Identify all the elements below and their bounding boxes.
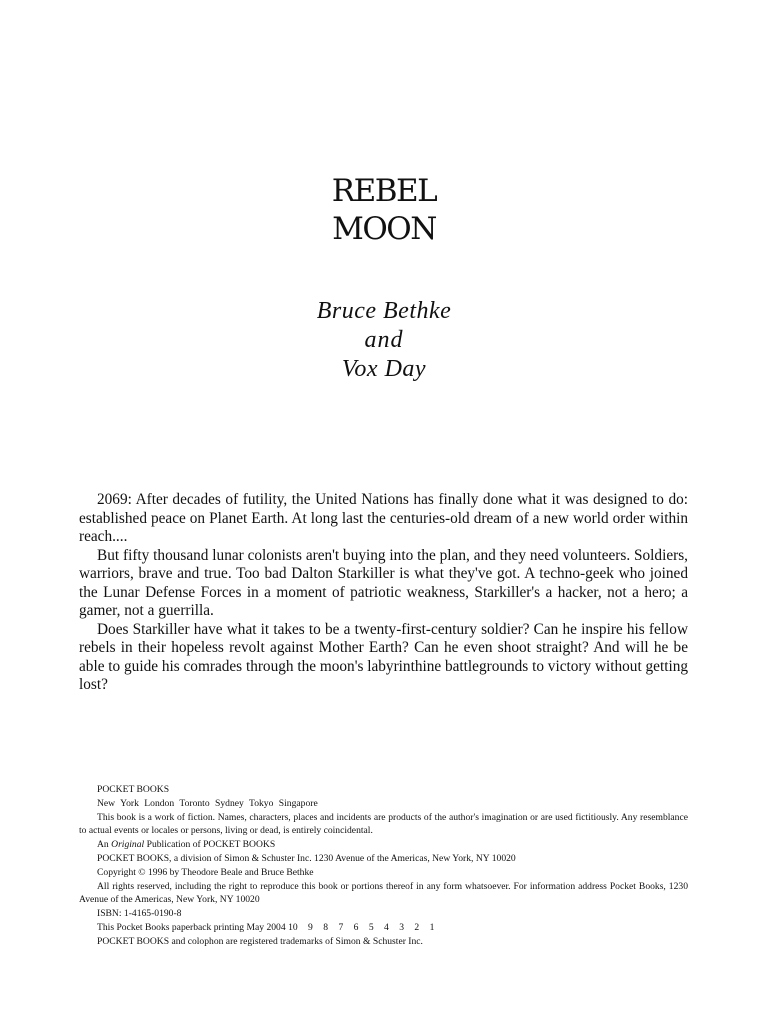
printing-line bbox=[79, 921, 688, 935]
author-conjunction: and bbox=[364, 327, 404, 353]
printing-text: This Pocket Books paperback printing May 2004 bbox=[97, 921, 286, 933]
publisher-name: POCKET BOOKS bbox=[97, 784, 170, 795]
rights-notice: All rights reserved, including the right to reproduce this book or portions thereof in any form whatsoever. For information address Pocket Books, 1230 Avenue of the Americas, New York, NY 10020 bbox=[79, 880, 688, 906]
blurb-paragraph: But fifty thousand lunar colonists aren't buying into the plan, and they need volunteers. Soldiers, warriors, brave and true. Too bad Dalton Starkiller is what they've got. A techno-geek who joined the Lunar Defense Forces in a moment of patriotic weakness, Starkiller's a hacker, not a hero; a gamer, not a guerrilla. bbox=[79, 546, 688, 619]
original-suffix: Publication of POCKET BOOKS bbox=[146, 839, 276, 851]
copyright-block bbox=[79, 783, 688, 949]
isbn: ISBN: 1-4165-0190-8 bbox=[97, 908, 182, 920]
publisher-division: POCKET BOOKS, a division of Simon & Schuster Inc. 1230 Avenue of the Americas, New York, NY 10020 bbox=[97, 852, 516, 864]
printing-digits: 10 9 8 7 6 5 4 3 2 1 bbox=[288, 921, 435, 933]
original-prefix: An bbox=[97, 839, 109, 851]
author-1: Bruce Bethke bbox=[316, 298, 452, 324]
publisher-cities: New York London Toronto Sydney Tokyo Singapore bbox=[97, 797, 318, 809]
title-line-2: MOON bbox=[332, 211, 436, 247]
author-block bbox=[0, 297, 768, 384]
original-publication bbox=[79, 838, 688, 852]
blurb-paragraph: Does Starkiller have what it takes to be a twenty-first-century soldier? Can he inspire his fellow rebels in their hopeless revolt against Mother Earth? Can he even shoot straight? And will he be able to guide his comrades through the moon's labyrinthine battlegrounds to victory without getting lost? bbox=[79, 620, 688, 693]
trademark-notice: POCKET BOOKS and colophon are registered trademarks of Simon & Schuster Inc. bbox=[97, 935, 423, 947]
blurb bbox=[79, 491, 688, 695]
author-2: Vox Day bbox=[341, 356, 427, 382]
book-title bbox=[0, 172, 768, 248]
original-word: Original bbox=[111, 839, 145, 851]
fiction-notice: This book is a work of fiction. Names, characters, places and incidents are products of the author's imagination or are used fictitiously. Any resemblance to actual events or locales or persons, living or dead, is entirely coincidental. bbox=[79, 811, 688, 837]
blurb-paragraph: 2069: After decades of futility, the United Nations has finally done what it was designed to do: established peace on Planet Earth. At long last the centuries-old dream of a new world order within reach.... bbox=[79, 491, 688, 545]
title-line-1: REBEL bbox=[331, 173, 437, 209]
copyright-line: Copyright © 1996 by Theodore Beale and Bruce Bethke bbox=[97, 866, 314, 878]
